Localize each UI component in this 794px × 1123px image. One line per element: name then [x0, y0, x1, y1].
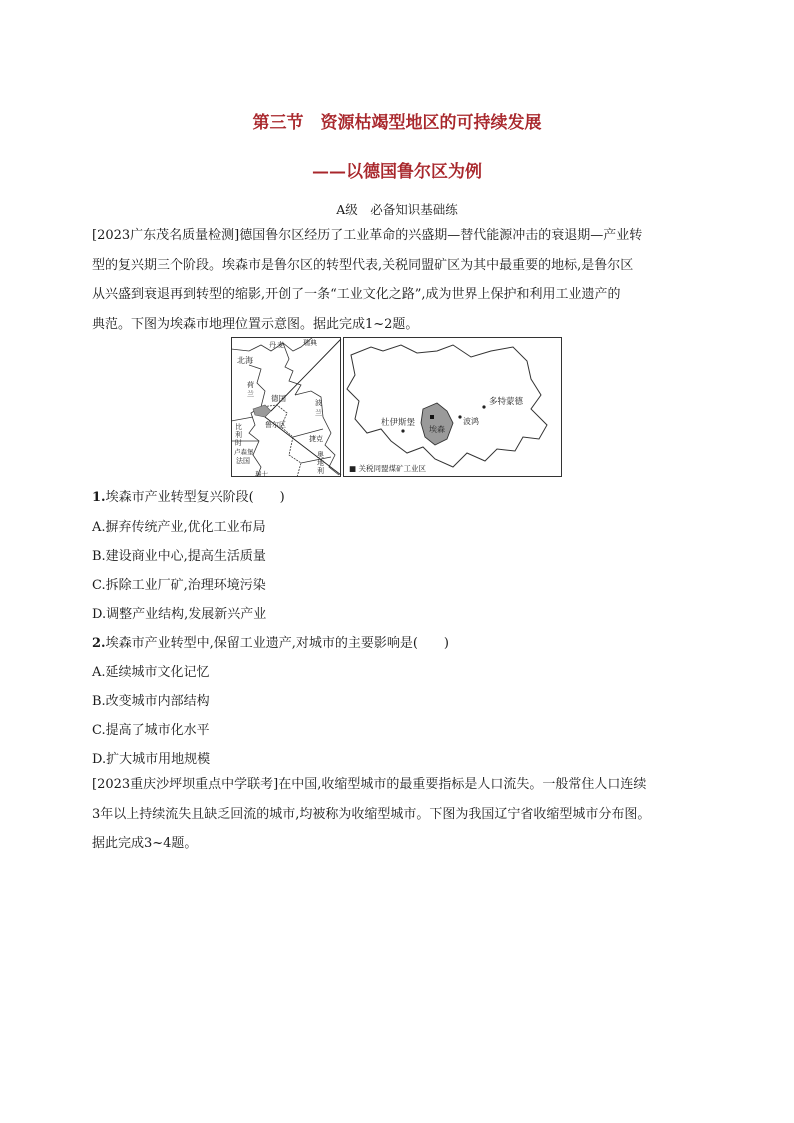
question-number: 1.: [92, 490, 106, 505]
label-belgium: 利: [235, 431, 242, 439]
question-text: 埃森市产业转型复兴阶段( ): [105, 490, 285, 505]
label-bochum: 波鸿: [463, 417, 479, 426]
label-france: 法国: [236, 457, 250, 465]
label-belgium: 比: [235, 423, 242, 431]
intro1-line: 从兴盛到衰退再到转型的缩影,开创了一条“工业文化之路”,成为世界上保护和利用工业遗产的: [92, 287, 621, 302]
section-title: 第三节 资源枯竭型地区的可持续发展: [252, 113, 542, 133]
label-netherlands: 荷: [247, 381, 254, 389]
question-1-option-b: B.建设商业中心,提高生活质量: [92, 549, 266, 564]
label-essen: 埃森: [429, 425, 445, 434]
intro-paragraph-1: [92, 221, 732, 339]
intro1-line: 型的复兴期三个阶段。埃森市是鲁尔区的转型代表,关税同盟矿区为其中最重要的地标,是鲁尔区: [92, 257, 634, 273]
intro2-line: 3年以上持续流失且缺乏回流的城市,均被称为收缩型城市。下图为我国辽宁省收缩型城市分布图。: [92, 806, 651, 822]
label-belgium: 时: [235, 439, 242, 447]
label-austria: 地: [317, 459, 324, 467]
question-2-option-c: C.提高了城市化水平: [92, 723, 210, 738]
question-number: 2.: [92, 636, 106, 651]
section-subtitle: ——以德国鲁尔区为例: [312, 162, 482, 182]
label-germany: 德国: [271, 394, 286, 403]
label-denmark: 丹: [269, 341, 276, 349]
label-poland: 兰: [315, 409, 322, 417]
question-1-option-a: A.摒弃传统产业,优化工业布局: [92, 520, 266, 535]
label-czech: 捷克: [309, 435, 323, 443]
label-duisburg: 杜伊斯堡: [381, 418, 416, 428]
intro-paragraph-2: [92, 770, 712, 859]
question-2-option-b: B.改变城市内部结构: [92, 694, 210, 709]
label-sweden: 瑞典: [303, 339, 317, 347]
label-luxembourg: 卢森堡: [234, 448, 254, 456]
label-denmark: 麦: [277, 341, 284, 349]
label-dortmund: 多特蒙德: [489, 397, 524, 407]
question-1-option-c: C.拆除工业厂矿,治理环境污染: [92, 578, 266, 593]
label-netherlands: 兰: [247, 390, 254, 398]
essen-location-map: [231, 337, 562, 477]
question-2-stem: [92, 632, 449, 651]
label-ruhr: 鲁尔区: [265, 421, 286, 429]
question-1-stem: [92, 486, 285, 505]
intro2-line: [2023重庆沙坪坝重点中学联考]在中国,收缩型城市的最重要指标是人口流失。一般常住人口连续: [92, 777, 647, 792]
level-heading: A级 必备知识基础练: [336, 202, 458, 217]
label-austria: 奥: [317, 451, 324, 459]
label-north-sea: 北海: [237, 356, 253, 365]
label-austria: 利: [317, 467, 324, 475]
intro1-line: 典范。下图为埃森市地理位置示意图。据此完成1~2题。: [92, 316, 419, 332]
intro1-line: [2023广东茂名质量检测]德国鲁尔区经历了工业革命的兴盛期—替代能源冲击的衰退期—产业转: [92, 228, 643, 243]
question-2-option-a: A.延续城市文化记忆: [92, 665, 210, 680]
label-switzerland: 瑞士: [255, 470, 268, 477]
question-1-option-d: D.调整产业结构,发展新兴产业: [92, 607, 267, 622]
question-2-option-d: D.扩大城市用地规模: [92, 752, 211, 767]
label-poland: 波: [315, 399, 322, 407]
question-text: 埃森市产业转型中,保留工业遗产,对城市的主要影响是( ): [105, 636, 449, 651]
map-legend: ■ 关税同盟煤矿工业区: [349, 464, 426, 473]
intro2-line: 据此完成3~4题。: [92, 836, 198, 851]
